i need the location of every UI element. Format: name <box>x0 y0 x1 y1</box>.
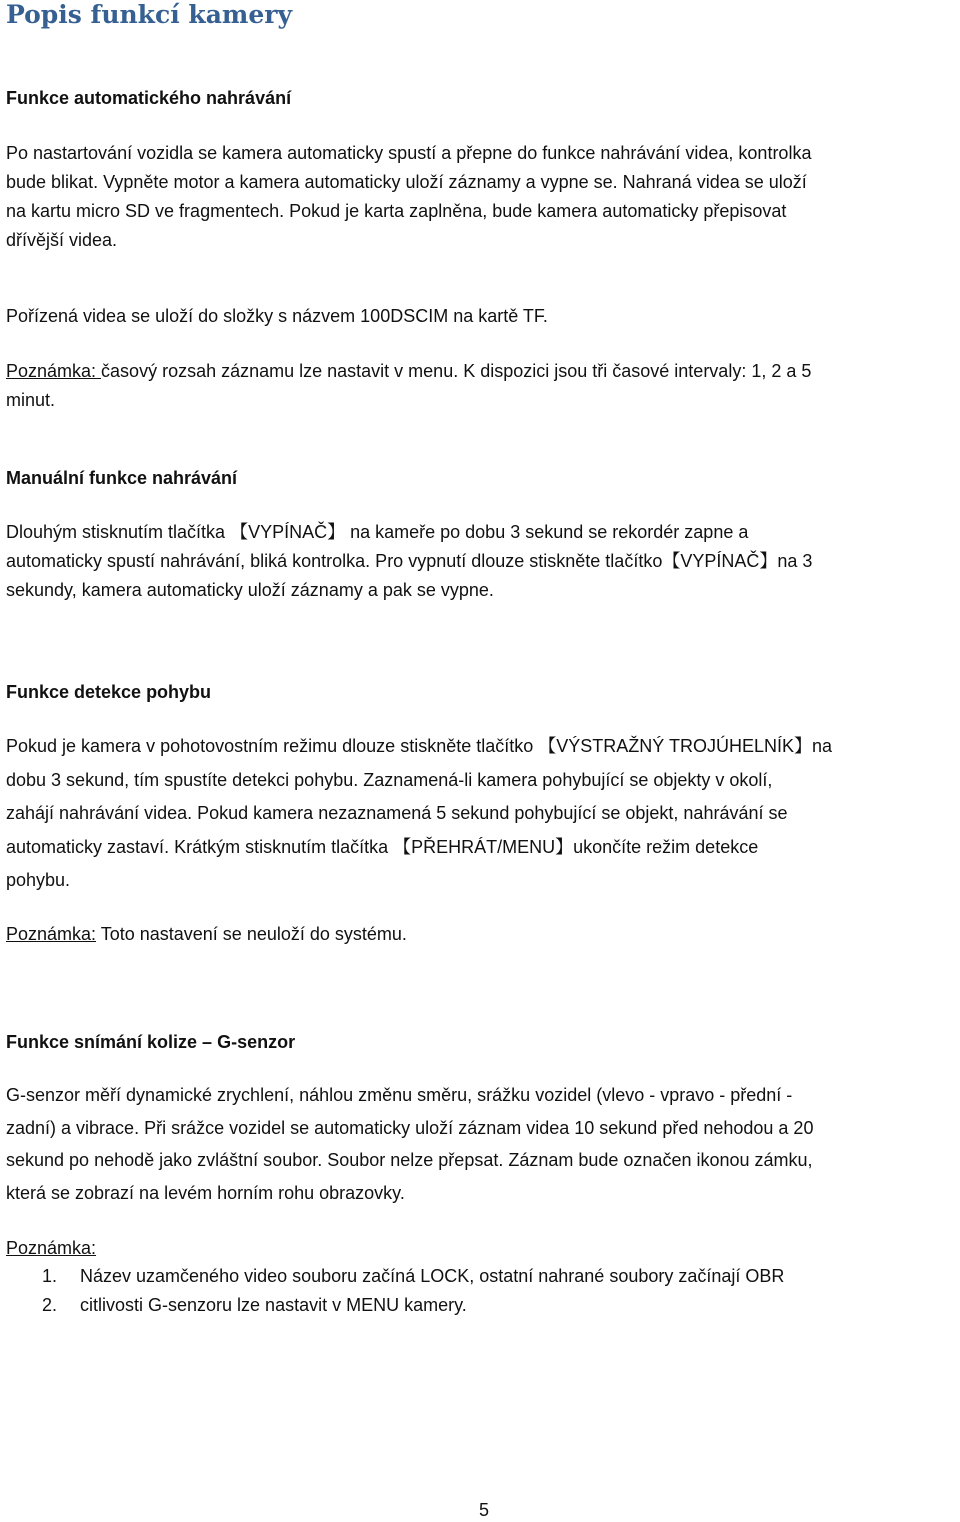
section-heading-manual-recording: Manuální funkce nahrávání <box>6 468 238 488</box>
note-label: Poznámka: <box>6 924 97 944</box>
note-label: Poznámka: <box>6 361 102 381</box>
paragraph-line: automaticky zastaví. Krátkým stisknutím tlačítka 【PŘEHRÁT/MENU】ukončíte režim detekce <box>6 836 759 857</box>
paragraph-line: sekund po nehodě jako zvláštní soubor. Soubor nelze přepsat. Záznam bude označen ikonou zámku, <box>6 1150 813 1170</box>
section-heading-auto-recording: Funkce automatického nahrávání <box>6 88 292 108</box>
list-item-number: 2. <box>42 1294 58 1315</box>
paragraph-line: bude blikat. Vypněte motor a kamera automaticky uloží záznamy a vypne se. Nahraná videa se uloží <box>6 172 807 192</box>
paragraph-line: dřívější videa. <box>6 230 118 250</box>
paragraph-line: na kartu micro SD ve fragmentech. Pokud je karta zaplněna, bude kamera automaticky přepisovat <box>6 201 787 221</box>
motion-detection-note <box>6 920 958 949</box>
motion-detection-paragraph <box>6 730 958 898</box>
paragraph-line: zadní) a vibrace. Při srážce vozidel se automaticky uloží záznam videa 10 sekund před nehodou a 20 <box>6 1117 814 1138</box>
paragraph-line <box>6 920 958 949</box>
section-heading-motion-detection: Funkce detekce pohybu <box>6 682 212 702</box>
list-item <box>42 1291 784 1320</box>
paragraph-line: minut. <box>6 390 56 410</box>
paragraph-line: G-senzor měří dynamické zrychlení, náhlou změnu směru, srážku vozidel (vlevo - vpravo - přední - <box>6 1085 793 1105</box>
paragraph-line: automaticky spustí nahrávání, bliká kontrolka. Pro vypnutí dlouze stiskněte tlačítko【VYPÍNAČ】na 3 <box>6 551 813 571</box>
paragraph-line: pohybu. <box>6 870 71 890</box>
note-text: časový rozsah záznamu lze nastavit v menu. K dispozici jsou tři časové intervaly: 1, 2 a 5 <box>101 361 812 381</box>
auto-recording-paragraph <box>6 139 958 255</box>
g-sensor-note-label-line <box>6 1234 958 1263</box>
page-number: 5 <box>478 1500 489 1520</box>
paragraph-line: Pokud je kamera v pohotovostním režimu dlouze stiskněte tlačítko 【VÝSTRAŽNÝ TROJÚHELNÍK】na <box>6 736 832 756</box>
paragraph-line: Dlouhým stisknutím tlačítka 【VYPÍNAČ】 na kameře po dobu 3 sekund se rekordér zapne a <box>6 522 749 542</box>
folder-info-paragraph <box>6 302 958 331</box>
list-item-number: 1. <box>42 1266 58 1286</box>
list-item-text: Název uzamčeného video souboru začíná LOCK, ostatní nahrané soubory začínají OBR <box>80 1266 785 1286</box>
g-sensor-paragraph <box>6 1079 958 1209</box>
paragraph-line <box>6 357 958 386</box>
paragraph-line: zahájí nahrávání videa. Pokud kamera nezaznamená 5 sekund pohybující se objekt, nahrávání se <box>6 803 788 823</box>
page-title: Popis funkcí kamery <box>6 0 292 29</box>
paragraph-line: Pořízená videa se uloží do složky s názvem 100DSCIM na kartě TF. <box>6 306 548 326</box>
auto-recording-note <box>6 357 958 415</box>
paragraph-line: která se zobrazí na levém horním rohu obrazovky. <box>6 1182 405 1203</box>
list-item <box>42 1262 784 1291</box>
note-text: Toto nastavení se neuloží do systému. <box>96 924 407 944</box>
manual-recording-paragraph <box>6 518 958 605</box>
list-item-text: citlivosti G-senzoru lze nastavit v MENU kamery. <box>80 1294 467 1315</box>
section-heading-g-sensor: Funkce snímání kolize – G-senzor <box>6 1032 296 1052</box>
paragraph-line: Po nastartování vozidla se kamera automaticky spustí a přepne do funkce nahrávání videa, kontrolka <box>6 143 812 163</box>
paragraph-line: dobu 3 sekund, tím spustíte detekci pohybu. Zaznamená-li kamera pohybující se objekty v okolí, <box>6 769 773 790</box>
note-label: Poznámka: <box>6 1238 97 1258</box>
paragraph-line: sekundy, kamera automaticky uloží záznamy a pak se vypne. <box>6 580 494 600</box>
g-sensor-note-list <box>42 1262 784 1319</box>
